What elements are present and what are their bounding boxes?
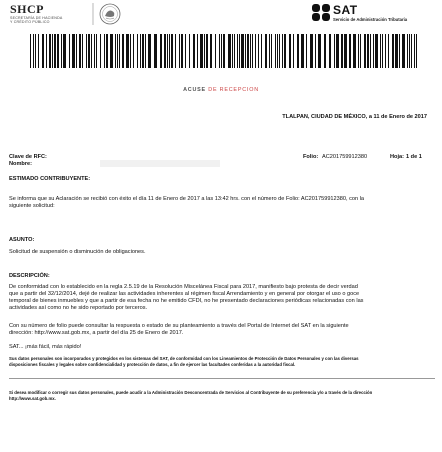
descripcion-line-1: De conformidad con lo establecido en la regla 2.5.19 de la Resolución Miscelánea Fiscal para 2017, manifiesto bajo protesta de decir verdad: [9, 284, 358, 290]
barcode-bar-51: [200, 34, 203, 68]
descripcion-line-2: que a partir del 32/12/2014, dejé de realizar las actividades inherentes al régimen fiscal Arrendamiento y en general por otorgar el uso o goce: [9, 291, 360, 297]
barcode-bar-66: [247, 34, 249, 68]
barcode-bar-59: [228, 34, 231, 68]
clave-rfc-label: Clave de RFC:: [9, 154, 47, 160]
barcode-bar-27: [117, 34, 118, 68]
barcode-bar-103: [380, 34, 381, 68]
barcode-bar-73: [269, 34, 270, 68]
privacy-notice: [9, 356, 437, 368]
barcode-bar-102: [375, 34, 378, 68]
document-title: [0, 87, 442, 93]
document-title-main: ACUSE: [183, 87, 206, 93]
barcode-bar-71: [261, 34, 262, 68]
barcode-bar-74: [271, 34, 272, 68]
descripcion-paragraph: [9, 284, 437, 312]
barcode-bar-5: [46, 34, 47, 68]
barcode-bar-86: [315, 34, 316, 68]
redacted-name: [100, 160, 220, 167]
barcode-bar-60: [232, 34, 233, 68]
barcode-bar-107: [392, 34, 394, 68]
consulta-paragraph: [9, 323, 437, 337]
barcode-bar-67: [250, 34, 251, 68]
folio-label: Folio:: [303, 154, 319, 160]
modify-line-2: http://www.sat.gob.mx.: [9, 396, 56, 401]
barcode-bar-31: [130, 34, 131, 68]
shcp-logo: [10, 2, 90, 24]
barcode-bar-3: [38, 34, 39, 68]
barcode-bar-83: [301, 34, 304, 68]
barcode-bar-2: [35, 34, 36, 68]
barcode-bar-110: [402, 34, 405, 68]
national-seal-icon: [92, 2, 126, 26]
barcode-bar-30: [126, 34, 129, 68]
barcode-bar-97: [360, 34, 361, 68]
barcode-bar-115: [416, 34, 417, 68]
barcode-bar-50: [197, 34, 198, 68]
barcode-bar-76: [277, 34, 278, 68]
barcode-bar-39: [160, 34, 162, 68]
barcode-bar-36: [145, 34, 146, 68]
sat-emblem-icon: [311, 3, 331, 22]
barcode-bar-84: [306, 34, 307, 68]
barcode-bar-20: [94, 34, 95, 68]
barcode-bar-95: [353, 34, 356, 68]
barcode-bar-19: [91, 34, 92, 68]
barcode-bar-37: [148, 34, 151, 68]
barcode-bar-33: [137, 34, 138, 68]
barcode-bar-26: [115, 34, 116, 68]
barcode-bar-52: [204, 34, 205, 68]
barcode-bar-38: [154, 34, 157, 68]
barcode-bar-54: [210, 34, 212, 68]
barcode-bar-90: [334, 34, 335, 68]
barcode-bar-6: [49, 34, 51, 68]
barcode-bar-24: [106, 34, 108, 68]
barcode-bar-77: [279, 34, 280, 68]
sat-logo: [311, 3, 436, 23]
barcode-bar-4: [42, 34, 44, 68]
barcode-bar-41: [167, 34, 168, 68]
barcode-bar-0: [30, 34, 31, 68]
barcode-bar-32: [133, 34, 134, 68]
intro-line-2: siguiente solicitud:: [9, 203, 55, 209]
barcode-bar-15: [79, 34, 81, 68]
barcode-bar-72: [265, 34, 267, 68]
barcode-bar-85: [310, 34, 313, 68]
barcode-bar-8: [54, 34, 56, 68]
barcode-bar-57: [221, 34, 222, 68]
shcp-subtitle-1: SECRETARÍA DE HACIENDA: [10, 16, 63, 20]
shcp-title: SHCP: [10, 2, 45, 16]
barcode-bar-42: [169, 34, 170, 68]
barcode-bar-46: [181, 34, 183, 68]
barcode-bar-53: [206, 34, 208, 68]
barcode-bar-13: [72, 34, 75, 68]
barcode-bar-101: [373, 34, 374, 68]
barcode-bar-69: [255, 34, 256, 68]
asunto-text: Solicitud de suspensión o disminución de obligaciones.: [9, 249, 146, 255]
hoja-label: Hoja:: [390, 154, 404, 160]
descripcion-line-4: actividades así como no he sido reportado por terceros.: [9, 305, 148, 311]
barcode-bar-65: [245, 34, 246, 68]
barcode-bar-81: [293, 34, 294, 68]
barcode-bar-12: [69, 34, 70, 68]
barcode-bar-28: [119, 34, 120, 68]
barcode-bar-11: [63, 34, 66, 68]
barcode-bar-92: [341, 34, 343, 68]
barcode-bar-75: [275, 34, 276, 68]
barcode-bar-44: [175, 34, 176, 68]
consulta-line-2: dirección: http://www.sat.gob.mx, a partir del día 25 de Enero de 2017.: [9, 330, 184, 336]
barcode-bar-100: [370, 34, 371, 68]
barcode-bar-22: [100, 34, 101, 68]
barcode-bar-104: [382, 34, 383, 68]
barcode-icon: [30, 34, 420, 68]
divider: [9, 378, 435, 379]
barcode-bar-7: [52, 34, 53, 68]
barcode-bar-29: [122, 34, 124, 68]
modify-notice: [9, 390, 437, 402]
slogan: SAT... ¡más fácil, más rápido!: [9, 344, 82, 350]
barcode-bar-9: [57, 34, 59, 68]
barcode-bar-64: [241, 34, 244, 68]
barcode-bar-82: [297, 34, 299, 68]
intro-line-1: Se informa que su Aclaración se recibió con éxito el día 11 de Enero de 2017 a las 13:42 hrs. con el número de Folio: AC201759912380, con la: [9, 196, 365, 202]
sat-wordmark: SAT: [333, 3, 358, 17]
barcode-bar-14: [76, 34, 77, 68]
barcode-bar-43: [171, 34, 173, 68]
barcode-bar-79: [284, 34, 286, 68]
asunto-label: ASUNTO:: [9, 237, 35, 243]
barcode-bar-58: [223, 34, 225, 68]
barcode-bar-23: [104, 34, 105, 68]
hoja-value: 1 de 1: [406, 154, 422, 160]
sat-subtitle: Servicio de Administración Tributaria: [333, 17, 408, 22]
folio-value: AC201759912380: [322, 154, 368, 160]
barcode-bar-111: [407, 34, 408, 68]
barcode-bar-35: [142, 34, 144, 68]
intro-paragraph: [9, 196, 437, 210]
barcode-bar-108: [395, 34, 398, 68]
barcode-bar-96: [358, 34, 359, 68]
privacy-line-2: disposiciones fiscales y legales sobre confidencialidad y protección de datos, a fin de ejercer las facultades conferidas a la autoridad fiscal.: [9, 362, 296, 367]
barcode-bar-88: [324, 34, 326, 68]
barcode-bar-89: [329, 34, 331, 68]
barcode-bar-106: [388, 34, 389, 68]
barcode-bar-70: [258, 34, 259, 68]
barcode-bar-61: [234, 34, 235, 68]
document-title-sub: DE RECEPCION: [208, 87, 259, 93]
nombre-label: Nombre:: [9, 161, 32, 167]
barcode-bar-45: [179, 34, 180, 68]
barcode-bar-78: [282, 34, 283, 68]
barcode-bar-25: [110, 34, 113, 68]
barcode-bar-114: [414, 34, 415, 68]
consulta-line-1: Con su número de folio puede consultar la respuesta o estado de su planteamiento a través del Portal de Internet del SAT en la siguiente: [9, 323, 349, 329]
barcode-bar-16: [82, 34, 83, 68]
barcode-bar-10: [61, 34, 62, 68]
barcode-bar-21: [96, 34, 97, 68]
barcode-bar-62: [237, 34, 238, 68]
barcode-bar-55: [215, 34, 216, 68]
place-date: TLALPAN, CIUDAD DE MÉXICO, a 11 de Enero de 2017: [282, 114, 427, 120]
barcode-bar-109: [399, 34, 400, 68]
barcode-bar-17: [86, 34, 87, 68]
privacy-line-1: Sus datos personales son incorporados y protegidos en los sistemas del SAT, de conformidad con los Lineamientos de Protección de Datos Personales y con las diversas: [9, 356, 359, 361]
barcode-bar-68: [252, 34, 253, 68]
barcode-bar-93: [344, 34, 347, 68]
descripcion-label: DESCRIPCIÓN:: [9, 273, 50, 279]
barcode-bar-94: [349, 34, 351, 68]
barcode-bar-1: [33, 34, 34, 68]
shcp-subtitle-2: Y CRÉDITO PÚBLICO: [10, 20, 50, 24]
barcode-bar-91: [336, 34, 339, 68]
barcode-bar-87: [318, 34, 321, 68]
barcode-bar-99: [367, 34, 369, 68]
barcode-bar-63: [239, 34, 240, 68]
greeting: ESTIMADO CONTRIBUYENTE:: [9, 176, 91, 182]
barcode-bar-56: [219, 34, 220, 68]
barcode-bar-112: [409, 34, 410, 68]
barcode-bar-80: [289, 34, 291, 68]
barcode-bar-49: [193, 34, 195, 68]
barcode-bar-40: [164, 34, 166, 68]
modify-line-1: Si desea modificar o corregir sus datos personales, puede acudir a la Administración Desconcentrada de Servicios al Contribuyente de su preferencia y/o a través de la dirección: [9, 390, 373, 395]
barcode-bar-98: [364, 34, 366, 68]
barcode-bar-48: [189, 34, 190, 68]
barcode-bar-105: [385, 34, 386, 68]
barcode-bar-18: [88, 34, 90, 68]
barcode-bar-34: [140, 34, 141, 68]
barcode-bar-113: [411, 34, 412, 68]
barcode-bar-47: [185, 34, 186, 68]
descripcion-line-3: temporal de bienes inmuebles y que a partir de esa fecha no he emitido CFDI, no he presentado declaraciones periódicas relacionadas con las: [9, 298, 364, 304]
